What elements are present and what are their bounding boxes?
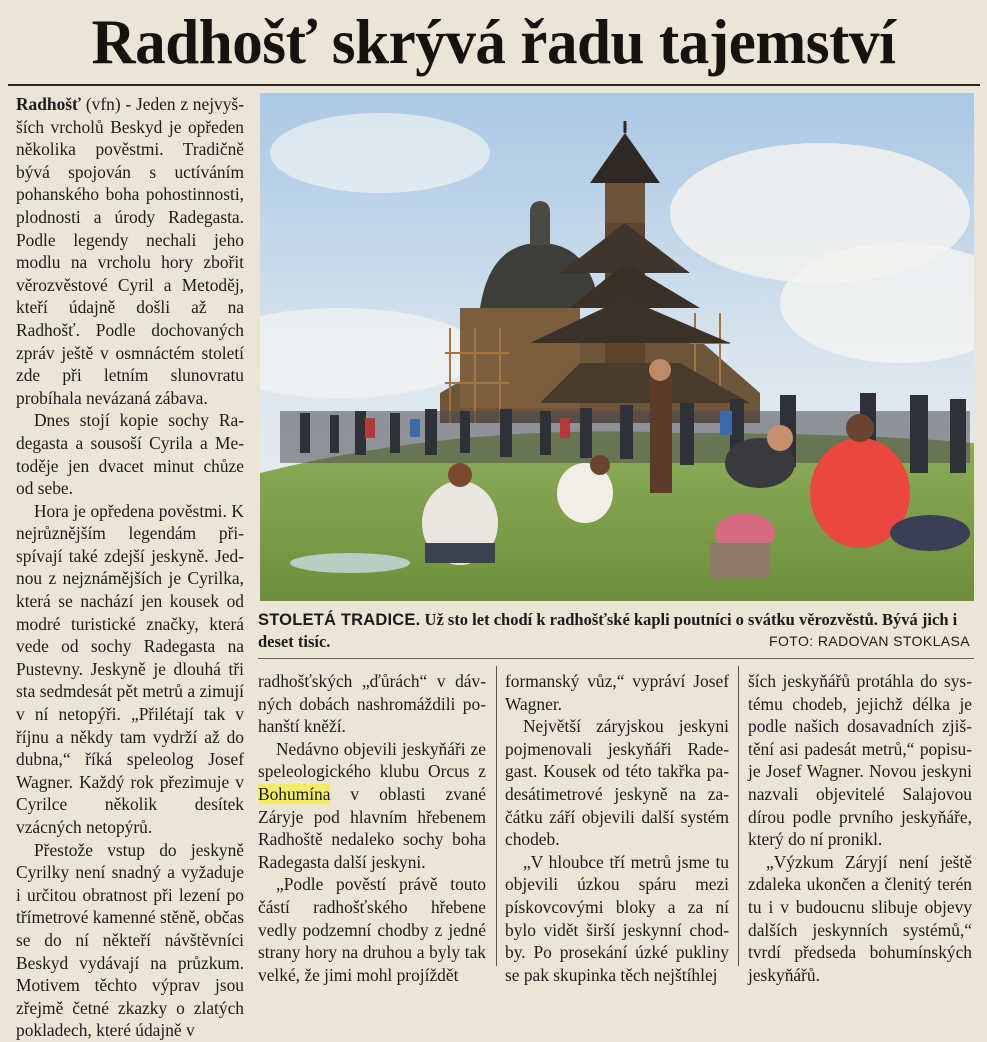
paragraph-text: Nedávno objevili jeskyňáři ze speleologického klubu Orcus z <box>258 738 486 782</box>
article-column-3 <box>505 670 729 986</box>
paragraph-text: (vfn) - Jeden z nejvyšších vrcholů Beskyd je opředen několika pověstmi. Tradičně bývá spojován s uctíváním pohanského boha pohostinnosti, plodnosti a úrody Radegasta. Podle legendy nechali jeho modlu na vrcholu hory zbořit věrozvěstové Cyril a Metoděj, kteří údajně došli až na Radhošť. Podle dochovaných zpráv ještě v osmnáctém století zde při letním slunovratu probíhala nevázaná zábava. <box>16 94 244 408</box>
article-column-2 <box>258 670 486 986</box>
highlighted-word: Bohumína <box>258 783 331 804</box>
article-column-1 <box>16 93 244 1042</box>
caption-heading: STOLETÁ TRADICE. <box>258 611 421 629</box>
dateline: Radhošť <box>16 94 82 114</box>
paragraph: Největší záryjskou jeskyni pojmenovali jeskyňáři Radegast. Kousek od této takřka padesátimetrové jeskyně na začátku září objevili další systém chodeb. <box>505 716 729 850</box>
paragraph <box>258 738 486 874</box>
paragraph: Hora je opředena pověstmi. K nejrůznějším legendám přispívají také zdejší jeskyně. Jednou z nejznámějších je Cyrilka, která se nachází jen kousek od modré turistické značky, která vede od sochy Radegasta na Pustevny. Jeskyně je dlouhá tři sta sedmdesát pět metrů a zimují v ní netopýři. „Přilétají tak v říjnu a někdy tam vydrží až do dubna,“ říká speleolog Josef Wagner. Každý rok přezimuje v Cyrilce několik desítek vzácných netopýrů. <box>16 500 244 837</box>
paragraph: „Výzkum Záryjí není ještě zdaleka ukončen a členitý terén tu i v budoucnu slibuje objevy dalších jeskynních systémů,“ tvrdí předseda bohumínských jeskyňářů. <box>748 851 972 985</box>
paragraph: ších jeskyňářů protáhla do systému chodeb, jejichž délka je podle našich dosavadních zjištění asi padesát metrů,“ popisuje Josef Wagner. Novou jeskyni nazvali objevitelé Salajovou dírou podle prvního jeskyňáře, který do ní pronikl. <box>748 671 972 850</box>
column-divider <box>496 666 497 966</box>
paragraph: „V hloubce tří metrů jsme tu objevili úzkou spáru mezi pískovcovými bloky a za ní bylo vidět širší jeskynní chodby. Po prosekání úzké pukliny se pak skupinka těch nejštíhlej <box>505 851 729 985</box>
caption-rule <box>258 658 974 659</box>
paragraph <box>16 93 244 409</box>
headline: Radhošť skrývá řadu tajemství <box>91 6 896 77</box>
paragraph-text: v oblasti zvané Záryje pod hlavním hřebenem Radhoště nedaleko sochy boha Radegasta další jeskyni. <box>258 783 486 872</box>
caption-text: Už sto let chodí k radhošťské kapli poutníci o svátku věrozvěstů. Bývá jich i deset tisíc. <box>258 610 958 651</box>
article-column-4 <box>748 670 972 986</box>
headline-rule <box>8 84 980 86</box>
paragraph: radhošťských „ďůrách“ v dávných dobách nashromáždili pohanští kněží. <box>258 671 486 737</box>
photo-credit: FOTO: RADOVAN STOKLASA <box>769 633 970 649</box>
paragraph: Dnes stojí kopie sochy Radegasta a sousoší Cyrila a Metoděje jen dvacet minut chůze od sebe. <box>16 410 244 499</box>
column-divider <box>738 666 739 966</box>
paragraph: „Podle pověstí právě touto částí radhošťského hřebene vedly podzemní chodby z jedné strany hory na druhou a byly tak velké, že jimi mohl projíždět <box>258 874 486 985</box>
paragraph: Přestože vstup do jeskyně Cyrilky není snadný a vyžaduje i určitou obratnost při lezení po třímetrové kamenné stěně, občas se do ní někteří návštěvníci Beskyd vydávají na průzkum. Motivem těchto výprav jsou zřejmě četné zkazky o zlatých pokladech, které údajně v <box>16 839 244 1041</box>
chapel-photo <box>260 93 974 601</box>
paragraph: formanský vůz,“ vypráví Josef Wagner. <box>505 671 729 714</box>
